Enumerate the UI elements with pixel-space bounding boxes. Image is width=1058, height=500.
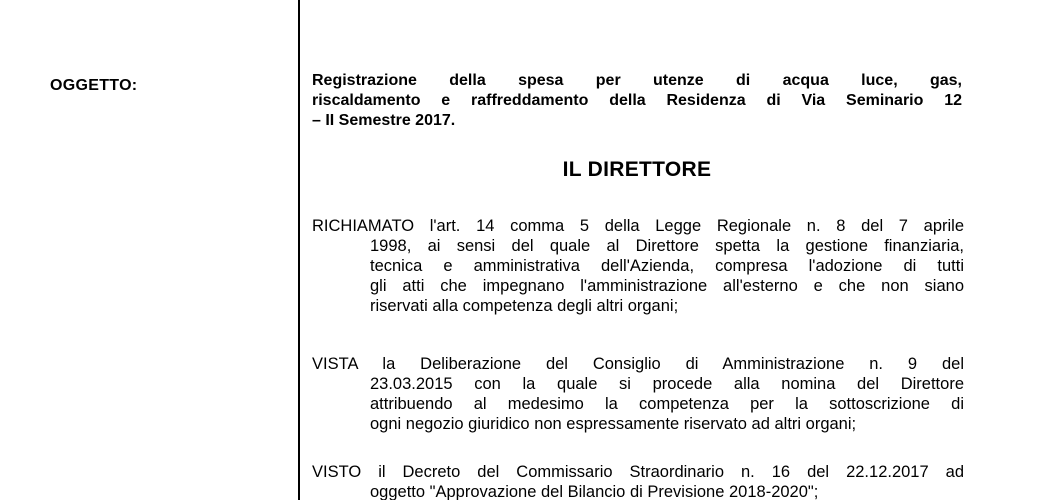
- paragraph-visto: [312, 462, 964, 500]
- paragraph-richiamato: [312, 216, 964, 316]
- document-heading: IL DIRETTORE: [562, 158, 712, 181]
- oggetto-label: OGGETTO:: [50, 77, 138, 94]
- paragraph-line: ogni negozio giuridico non espressamente riservato ad altri organi;: [370, 415, 857, 433]
- subject-text: [312, 71, 962, 131]
- paragraph-line: VISTO il Decreto del Commissario Straordinario n. 16 del 22.12.2017 ad: [312, 463, 964, 481]
- paragraph-vista: [312, 354, 964, 434]
- paragraph-line: attribuendo al medesimo la competenza per la sottoscrizione di: [370, 395, 964, 413]
- paragraph-line: VISTA la Deliberazione del Consiglio di Amministrazione n. 9 del: [312, 355, 964, 373]
- paragraph-line: oggetto "Approvazione del Bilancio di Previsione 2018-2020";: [370, 483, 819, 500]
- column-divider: [298, 0, 300, 500]
- subject-line: Registrazione della spesa per utenze di acqua luce, gas,: [312, 72, 962, 89]
- paragraph-line: riservati alla competenza degli altri organi;: [370, 297, 679, 315]
- subject-line: riscaldamento e raffreddamento della Residenza di Via Seminario 12: [312, 92, 962, 109]
- paragraph-line: gli atti che impegnano l'amministrazione all'esterno e che non siano: [370, 277, 964, 295]
- paragraph-line: 23.03.2015 con la quale si procede alla nomina del Direttore: [370, 375, 964, 393]
- paragraph-line: 1998, ai sensi del quale al Direttore spetta la gestione finanziaria,: [370, 237, 964, 255]
- paragraph-line: tecnica e amministrativa dell'Azienda, compresa l'adozione di tutti: [370, 257, 964, 275]
- paragraph-line: RICHIAMATO l'art. 14 comma 5 della Legge Regionale n. 8 del 7 aprile: [312, 217, 964, 235]
- subject-line: – II Semestre 2017.: [312, 112, 456, 129]
